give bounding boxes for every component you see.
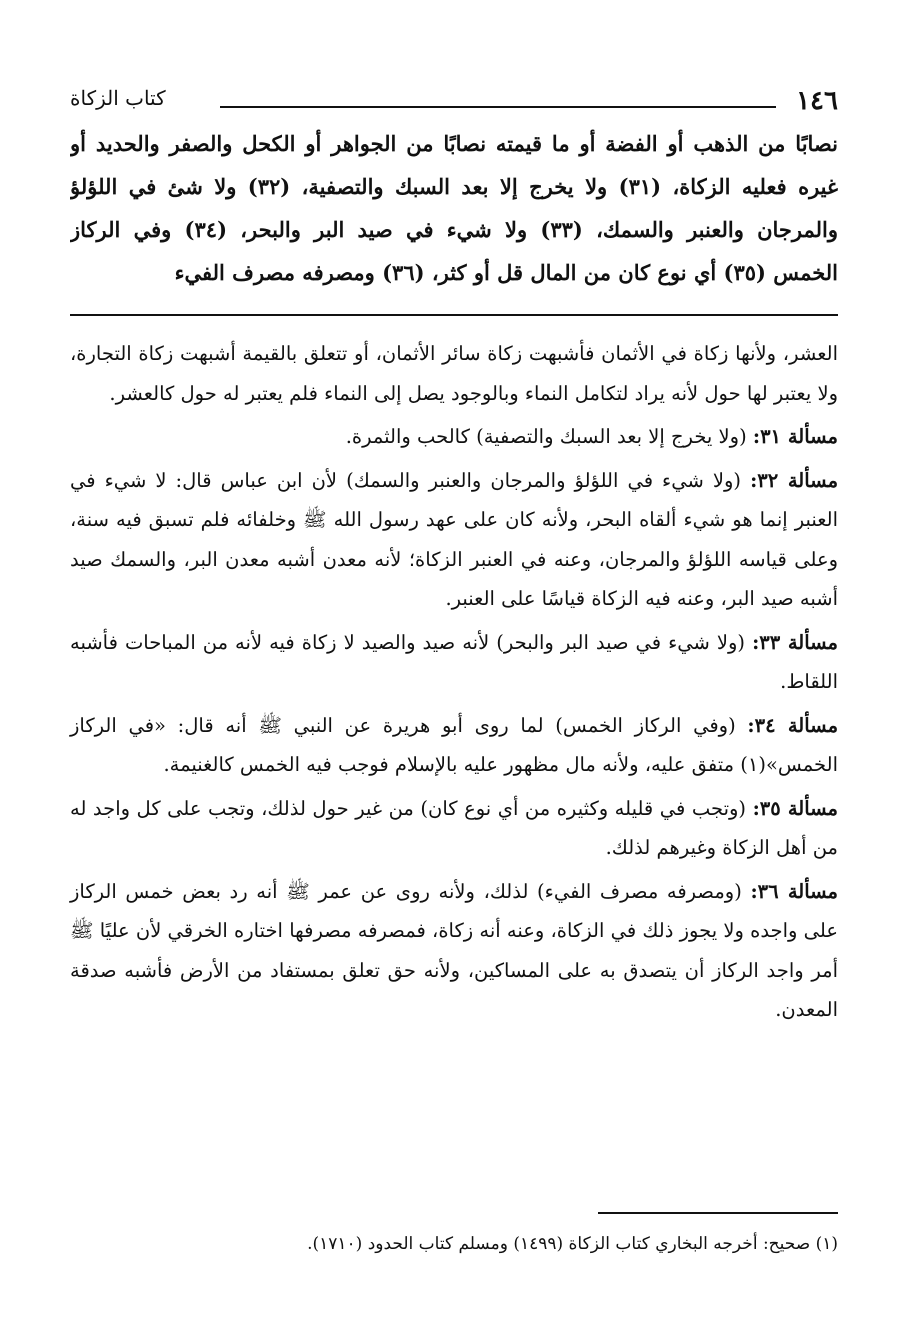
masala-33 xyxy=(70,623,838,702)
masala-34 xyxy=(70,706,838,785)
running-title: كتاب الزكاة xyxy=(70,86,166,110)
masala-text: (ولا شيء في صيد البر والبحر) لأنه صيد والصيد لا زكاة فيه لأنه من المباحات فأشبه اللقاط. xyxy=(70,630,838,693)
masala-text: (وتجب في قليله وكثيره من أي نوع كان) من غير حول لذلك، وتجب على كل واجد له من أهل الزكاة وغيرهم لذلك. xyxy=(70,796,838,859)
masala-text: (ولا شيء في اللؤلؤ والمرجان والعنبر والسمك) لأن ابن عباس قال: لا شيء في العنبر إنما هو شيء ألقاه البحر، ولأنه كان على عهد رسول الله ﷺ وخلفائه فلم تسبق فيه سنة، وعلى قياسه اللؤلؤ والمرجان، وعنه في العنبر الزكاة؛ لأنه معدن أشبه معدن البر، والسمك صيد أشبه صيد البر، وعنه فيه الزكاة قياسًا على العنبر. xyxy=(70,468,838,610)
masala-text: (ومصرفه مصرف الفيء) لذلك، ولأنه روى عن عمر ﷺ أنه رد بعض خمس الركاز على واجده ولا يجوز ذلك في الزكاة، وعنه أنه زكاة، فمصرفه مصرفها اختاره الخرقي لأن عليًا ﷺ أمر واجد الركاز أن يتصدق به على المساكين، ولأنه حق تعلق بمستفاد من الأرض فأشبه صدقة المعدن. xyxy=(70,879,838,1021)
masala-31 xyxy=(70,417,838,457)
masala-36 xyxy=(70,872,838,1030)
page-number: ١٤٦ xyxy=(796,86,838,116)
masala-text: (وفي الركاز الخمس) لما روى أبو هريرة عن النبي ﷺ أنه قال: «في الركاز الخمس»(١) متفق عليه، ولأنه مال مظهور عليه بالإسلام فوجب فيه الخمس كالغنيمة. xyxy=(70,713,838,776)
header-divider xyxy=(220,106,776,108)
matn-divider xyxy=(70,314,838,316)
masala-label: مسألة ٣١: xyxy=(752,425,838,448)
commentary xyxy=(70,334,838,1030)
masala-32 xyxy=(70,461,838,619)
masala-label: مسألة ٣٤: xyxy=(747,713,839,737)
masala-label: مسألة ٣٣: xyxy=(752,630,838,654)
masala-text: (ولا يخرج إلا بعد السبك والتصفية) كالحب والثمرة. xyxy=(345,425,747,448)
commentary-paragraph: العشر، ولأنها زكاة في الأثمان فأشبهت زكاة سائر الأثمان، أو تتعلق بالقيمة أشبهت زكاة التجارة، ولا يعتبر لها حول لأنه يراد لتكامل النماء وبالوجود يصل إلى النماء فلم يعتبر له حول كالعشر. xyxy=(70,342,838,405)
page-header xyxy=(70,80,838,116)
book-page xyxy=(70,80,838,1300)
footnote: (١) صحيح: أخرجه البخاري كتاب الزكاة (١٤٩٩) ومسلم كتاب الحدود (١٧١٠). xyxy=(307,1234,838,1254)
masala-label: مسألة ٣٥: xyxy=(752,796,839,820)
main-text: نصابًا من الذهب أو الفضة أو ما قيمته نصابًا من الجواهر أو الكحل والصفر والحديد أو غيره فعليه الزكاة، (٣١) ولا يخرج إلا بعد السبك والتصفية، (٣٢) ولا شئ في اللؤلؤ والمرجان والعنبر والسمك، (٣٣) ولا شيء في صيد البر والبحر، (٣٤) وفي الركاز الخمس (٣٥) أي نوع كان من المال قل أو كثر، (٣٦) ومصرفه مصرف الفيء xyxy=(70,131,838,285)
masala-35 xyxy=(70,789,838,868)
footnote-divider xyxy=(598,1212,838,1214)
masala-label: مسألة ٣٦: xyxy=(750,879,839,903)
masala-label: مسألة ٣٢: xyxy=(750,468,839,492)
